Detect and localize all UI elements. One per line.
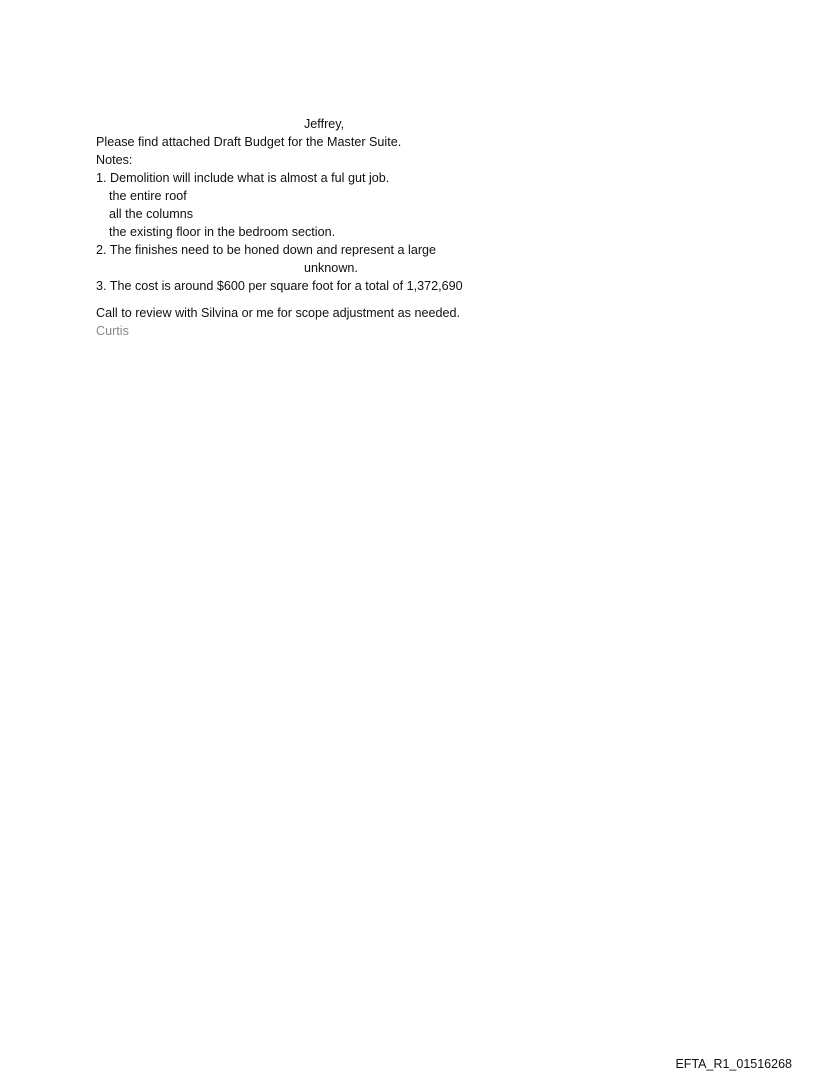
paragraph-gap	[96, 295, 516, 304]
signature: Curtis	[96, 324, 129, 338]
document-id: EFTA_R1_01516268	[675, 1057, 792, 1071]
note-subitem-roof: the entire roof	[109, 189, 187, 203]
note-subitem-floor: the existing floor in the bedroom section.	[109, 225, 336, 239]
note-subitem-columns: all the columns	[109, 207, 193, 221]
note-item-1: 1. Demolition will include what is almost a ful gut job.	[96, 171, 390, 185]
intro-text: Please find attached Draft Budget for the Master Suite.	[96, 135, 402, 149]
notes-label: Notes:	[96, 153, 133, 167]
note-item-2-continued: unknown.	[304, 261, 358, 275]
greeting: Jeffrey,	[304, 117, 345, 131]
email-body	[96, 115, 516, 340]
closing-text: Call to review with Silvina or me for scope adjustment as needed.	[96, 306, 460, 320]
note-item-3: 3. The cost is around $600 per square foot for a total of 1,372,690	[96, 279, 463, 293]
note-item-2: 2. The finishes need to be honed down and represent a large	[96, 243, 437, 257]
